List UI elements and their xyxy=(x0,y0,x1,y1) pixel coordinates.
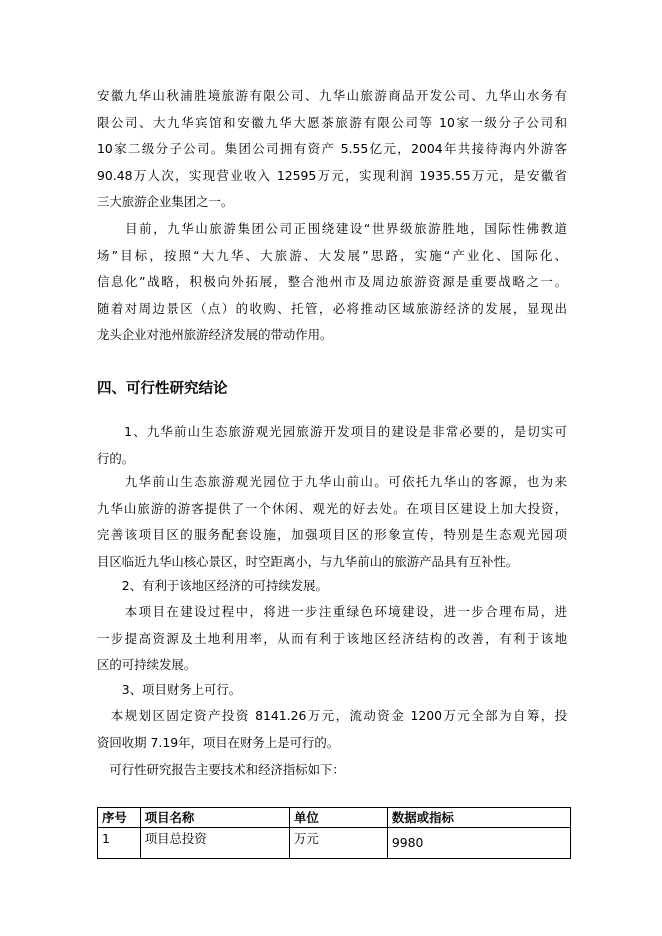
column-header: 项目名称 xyxy=(140,808,289,828)
text-line: 信息化”战略，积极向外拓展，整合池州市及周边旅游资源是重要战略之一。 xyxy=(97,274,567,290)
table-cell: 1 xyxy=(98,828,141,859)
conclusion-point-1-detail xyxy=(97,469,567,575)
text-line: 可行性研究报告主要技术和经济指标如下： xyxy=(97,762,345,777)
text-line: 3、项目财务上可行。 xyxy=(97,682,242,697)
table-cell: 项目总投资 xyxy=(140,828,289,859)
text-line: 区的可持续发展。 xyxy=(97,657,197,673)
column-header: 序号 xyxy=(98,808,141,828)
conclusion-point-2-detail xyxy=(97,599,567,679)
text-line: 龙头企业对池州旅游经济发展的带动作用。 xyxy=(97,327,333,343)
section-heading: 四、可行性研究结论 xyxy=(97,381,228,397)
intro-paragraph-2 xyxy=(97,216,567,349)
conclusion-point-3 xyxy=(97,677,567,704)
text-line: 本规划区固定资产投资 8141.26万元，流动资金 1200万元全部为自筹，投 xyxy=(97,708,567,723)
text-line: 资回收期 7.19年，项目在财务上是可行的。 xyxy=(97,734,340,750)
text-line: 随着对周边景区（点）的收购、托管，必将推动区域旅游经济的发展，显现出 xyxy=(97,300,567,316)
text-line: 九华前山生态旅游观光园位于九华山前山。可依托九华山的客源，也为来 xyxy=(97,474,567,489)
text-line: 三大旅游企业集团之一。 xyxy=(97,194,234,210)
indicators-table xyxy=(97,807,571,859)
text-line: 场”目标，按照“大九华、大旅游、大发展”思路，实施“产业化、国际化、 xyxy=(97,247,567,263)
text-line: 目前，九华山旅游集团公司正围绕建设“世界级旅游胜地，国际性佛教道 xyxy=(97,221,567,236)
text-line: 本项目在建设过程中，将进一步注重绿色环境建设，进一步合理布局，进 xyxy=(97,604,567,619)
text-line: 九华山旅游的游客提供了一个休闲、观光的好去处。在项目区建设上加大投资， xyxy=(97,500,567,516)
text-line: 10家二级分子公司。集团公司拥有资产 5.55亿元，2004年共接待海内外游客 xyxy=(97,141,567,157)
table-cell: 9980 xyxy=(387,828,570,859)
text-line: 安徽九华山秋浦胜境旅游有限公司、九华山旅游商品开发公司、九华山水务有 xyxy=(97,88,567,103)
table-cell: 万元 xyxy=(289,828,387,859)
column-header: 单位 xyxy=(289,808,387,828)
text-line: 限公司、大九华宾馆和安徽九华大愿茶旅游有限公司等 10家一级分子公司和 xyxy=(97,114,567,130)
text-line: 一步提高资源及土地利用率，从而有利于该地区经济结构的改善，有利于该地 xyxy=(97,630,567,646)
conclusion-point-1 xyxy=(97,419,567,472)
table-row xyxy=(98,828,571,859)
text-line: 目区临近九华山核心景区，时空距离小，与九华前山的旅游产品具有互补性。 xyxy=(97,553,519,569)
column-header: 数据或指标 xyxy=(387,808,570,828)
text-line: 1、九华前山生态旅游观光园旅游开发项目的建设是非常必要的，是切实可 xyxy=(97,424,567,439)
indicators-intro xyxy=(97,757,567,784)
intro-paragraph-1 xyxy=(97,83,567,216)
text-line: 行的。 xyxy=(97,450,135,466)
text-line: 90.48万人次，实现营业收入 12595万元，实现利润 1935.55万元，是安徽省 xyxy=(97,167,567,183)
conclusion-point-3-detail xyxy=(97,703,567,756)
text-line: 完善该项目区的服务配套设施，加强项目区的形象宣传，特别是生态观光园项 xyxy=(97,527,567,543)
table-header-row xyxy=(98,808,571,828)
conclusion-point-2 xyxy=(97,573,567,600)
text-line: 2、有利于该地区经济的可持续发展。 xyxy=(97,578,328,593)
